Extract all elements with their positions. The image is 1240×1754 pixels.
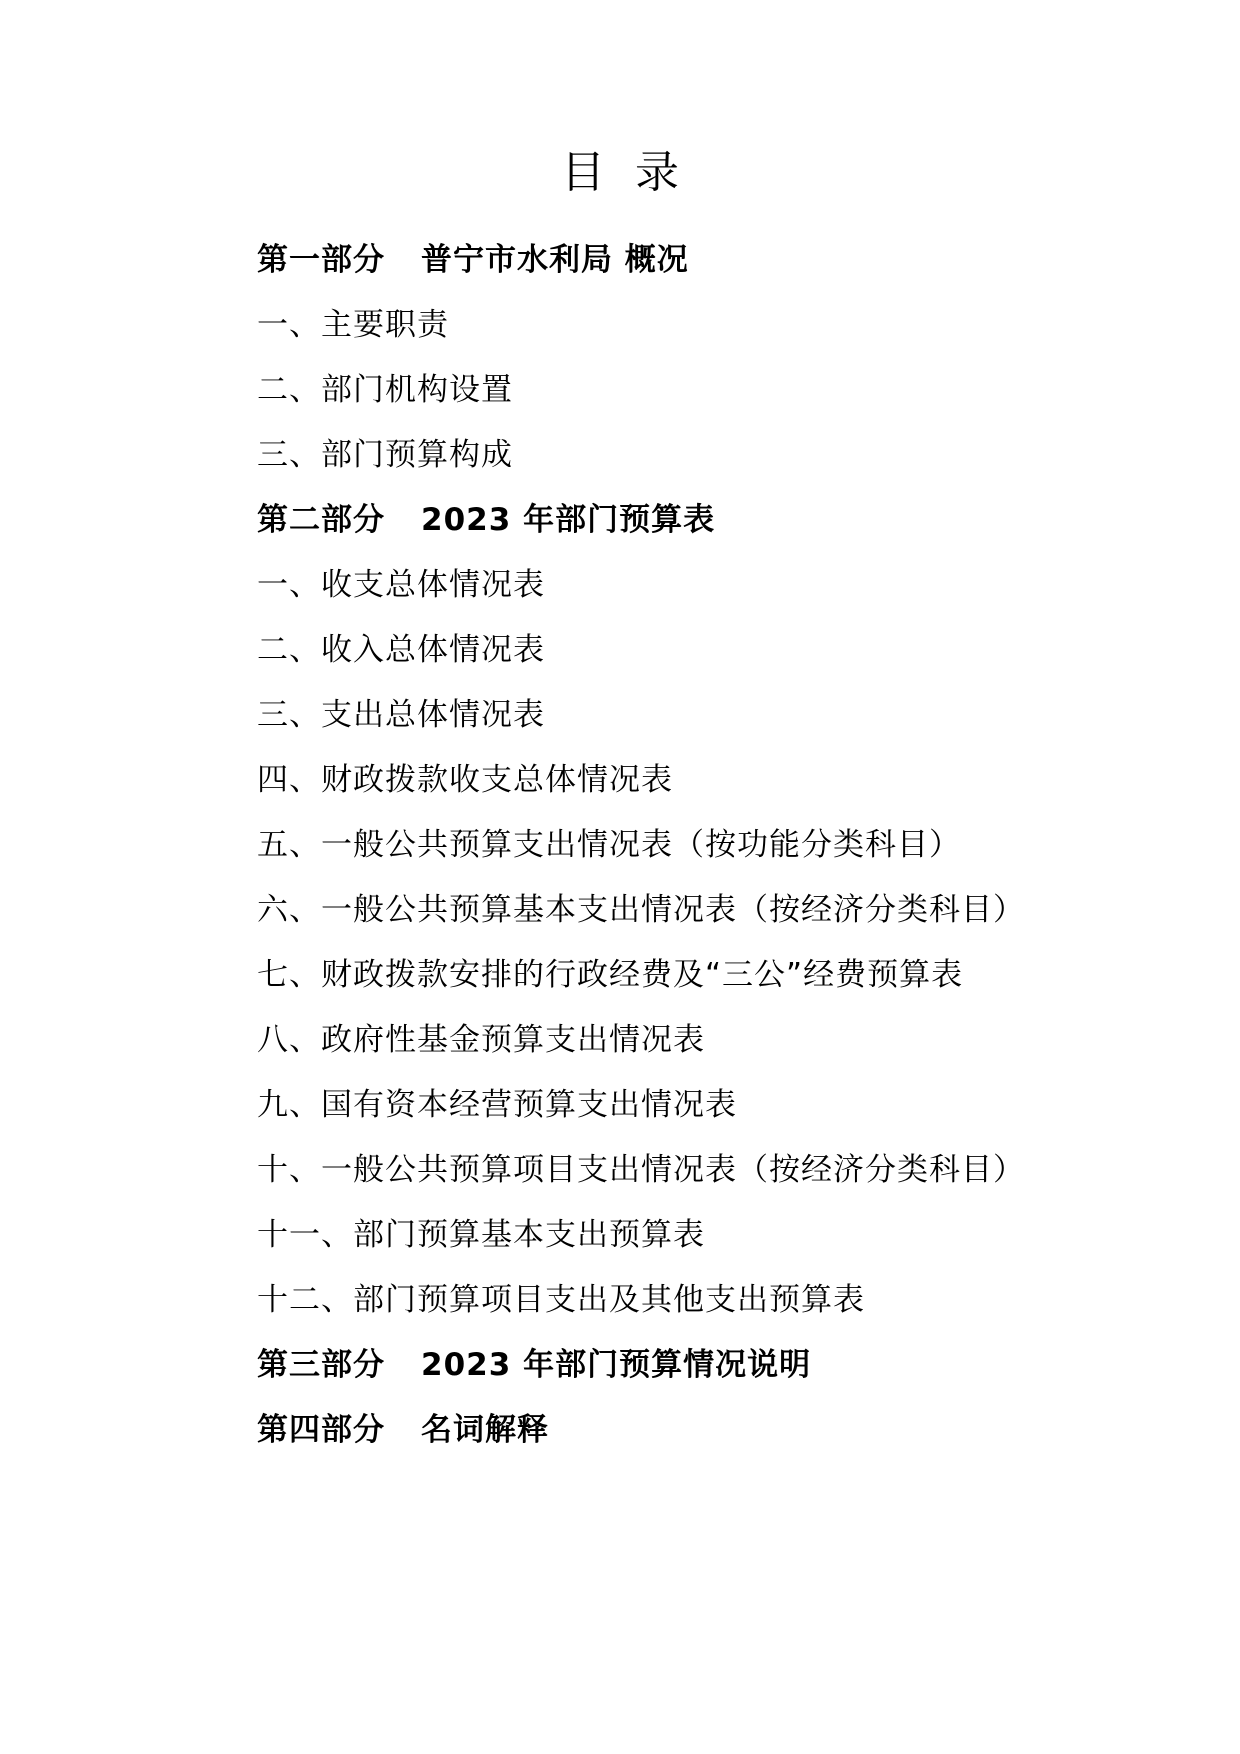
title-char-1: 目 xyxy=(561,147,605,198)
toc-item[interactable] xyxy=(257,679,1157,744)
toc-item-text: 十二、部门预算项目支出及其他支出预算表 xyxy=(257,1282,865,1318)
toc-item-text: 八、政府性基金预算支出情况表 xyxy=(257,1022,705,1058)
title-char-2: 录 xyxy=(635,147,679,198)
toc-part-2[interactable] xyxy=(257,484,1157,549)
toc-part-title: 2023 年部门预算情况说明 xyxy=(421,1347,812,1383)
toc-item[interactable] xyxy=(257,1004,1157,1069)
toc-part-label: 第三部分 xyxy=(257,1347,385,1383)
toc-item[interactable] xyxy=(257,744,1157,809)
toc-item-text: 三、部门预算构成 xyxy=(257,437,513,473)
toc-item[interactable] xyxy=(257,419,1157,484)
toc-item[interactable] xyxy=(257,874,1157,939)
toc-item[interactable] xyxy=(257,289,1157,354)
toc-part-3[interactable] xyxy=(257,1329,1157,1394)
toc-part-1[interactable] xyxy=(257,224,1157,289)
toc-part-title: 2023 年部门预算表 xyxy=(421,502,716,538)
toc-item-text: 九、国有资本经营预算支出情况表 xyxy=(257,1087,737,1123)
table-of-contents xyxy=(257,224,1157,1459)
toc-item-text: 四、财政拨款收支总体情况表 xyxy=(257,762,673,798)
toc-item-text: 十一、部门预算基本支出预算表 xyxy=(257,1217,705,1253)
toc-item-text: 六、一般公共预算基本支出情况表（按经济分类科目） xyxy=(257,892,1025,928)
toc-item[interactable] xyxy=(257,1199,1157,1264)
toc-item-text: 七、财政拨款安排的行政经费及“三公”经费预算表 xyxy=(257,957,964,993)
toc-item-text: 二、收入总体情况表 xyxy=(257,632,545,668)
toc-item-text: 二、部门机构设置 xyxy=(257,372,513,408)
toc-item[interactable] xyxy=(257,809,1157,874)
toc-part-title: 名词解释 xyxy=(421,1412,549,1448)
toc-item-text: 一、收支总体情况表 xyxy=(257,567,545,603)
toc-item[interactable] xyxy=(257,1134,1157,1199)
toc-part-label: 第一部分 xyxy=(257,242,385,278)
toc-part-label: 第二部分 xyxy=(257,502,385,538)
toc-item[interactable] xyxy=(257,614,1157,679)
toc-item-text: 三、支出总体情况表 xyxy=(257,697,545,733)
toc-item[interactable] xyxy=(257,549,1157,614)
toc-part-4[interactable] xyxy=(257,1394,1157,1459)
toc-item-text: 十、一般公共预算项目支出情况表（按经济分类科目） xyxy=(257,1152,1025,1188)
toc-item-text: 一、主要职责 xyxy=(257,307,449,343)
toc-item-text: 五、一般公共预算支出情况表（按功能分类科目） xyxy=(257,827,961,863)
toc-part-title: 普宁市水利局 概况 xyxy=(421,242,689,278)
toc-item[interactable] xyxy=(257,354,1157,419)
toc-item[interactable] xyxy=(257,1264,1157,1329)
page-title xyxy=(0,148,1240,198)
toc-item[interactable] xyxy=(257,939,1157,1004)
toc-item[interactable] xyxy=(257,1069,1157,1134)
toc-part-label: 第四部分 xyxy=(257,1412,385,1448)
